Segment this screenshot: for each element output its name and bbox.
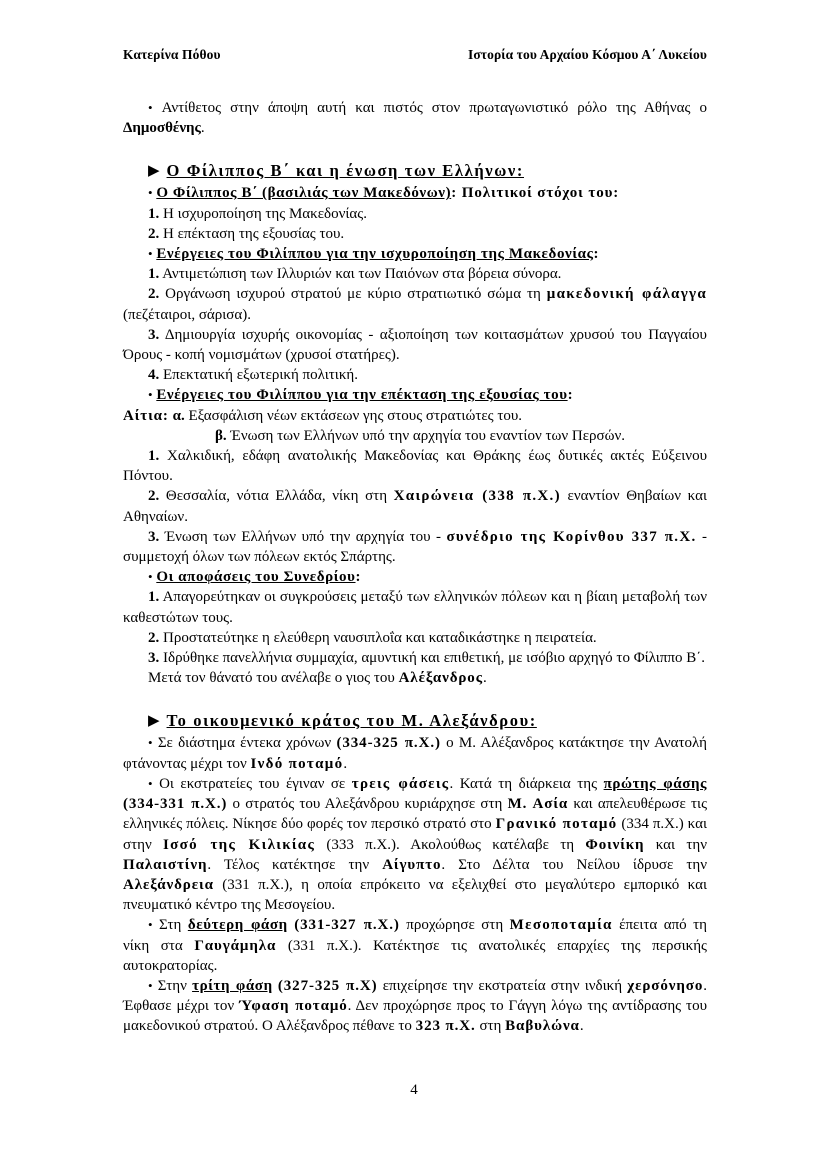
subheading-congress-decisions-label: Οι αποφάσεις του Συνεδρίου <box>156 569 356 586</box>
cause-marker-b: β. <box>215 427 227 444</box>
para-text-a: Οι εκστρατείες του έγιναν σε <box>159 775 352 792</box>
bullet-icon: • <box>148 775 153 791</box>
para-text-e: (331 π.Χ.). Κατέκτησε τις ανατολικές επαρχίες της περσικής αυτοκρατορίας. <box>123 937 707 974</box>
intro-text-b: . <box>200 120 205 137</box>
list-text: Επεκτατική εξωτερική πολιτική. <box>163 367 358 384</box>
para-text-b: . Κατά τη διάρκεια της <box>449 775 604 792</box>
section1-closing <box>123 668 707 688</box>
cause-text-b: Ένωση των Ελλήνων υπό την αρχηγία του εναντίον των Περσών. <box>230 427 626 444</box>
causes-line-b <box>123 426 707 446</box>
list-text: Η ισχυροποίηση της Μακεδονίας. <box>163 205 367 222</box>
triangle-marker-icon: ▶ <box>148 713 160 730</box>
list-number: 3. <box>148 326 160 343</box>
para-emphasis-phoenicia: Φοινίκη <box>585 836 645 853</box>
para-text-g: (333 π.Χ.). Ακολούθως κατέλαβε τη <box>315 836 586 853</box>
list-item <box>123 264 707 284</box>
bullet-icon: • <box>148 569 153 585</box>
subheading-philip-strengthening-tail: : <box>593 246 599 263</box>
para-text-d: . Έφθασε μέχρι τον <box>123 977 707 1015</box>
subheading-philip-expansion <box>123 385 707 405</box>
list-number: 1. <box>148 205 160 222</box>
bullet-icon: • <box>148 100 153 115</box>
bullet-icon: • <box>148 977 153 993</box>
list-item <box>123 446 707 486</box>
para-text-f: (334 π.Χ.) και στην <box>123 816 707 853</box>
list-text: Απαγορεύτηκαν οι συγκρούσεις μεταξύ των ελληνικών πόλεων και η βίαιη μεταβολή των καθεστώτων τους. <box>123 589 707 626</box>
list-item <box>123 486 707 526</box>
para-text-k: (331 π.Χ.), η οποία επρόκειτο να εξελιχθεί στο μεγαλύτερο εμπορικό και πνευματικό κέντρο της Μεσογείου. <box>123 876 707 914</box>
closing-text-a: Μετά τον θάνατό του ανέλαβε ο γιος του <box>148 670 399 687</box>
header-author: Κατερίνα Πόθου <box>123 47 221 62</box>
document-header <box>123 47 707 63</box>
section-heading-alexander <box>123 709 707 733</box>
para-underline-second-phase: δεύτερη φάση <box>187 917 288 934</box>
closing-text-b: . <box>482 670 487 687</box>
list-text-b: (πεζέταιροι, σάρισα). <box>123 306 251 323</box>
section-heading-philip <box>123 159 707 183</box>
list-number: 1. <box>148 589 160 606</box>
list-text: Ιδρύθηκε πανελλήνια συμμαχία, αμυντική και επιθετική, με ισόβιο αρχηγό το Φίλιππο Β΄. <box>163 650 705 667</box>
list-number: 1. <box>148 266 160 283</box>
bullet-icon: • <box>148 185 153 201</box>
list-item <box>123 628 707 648</box>
list-item <box>123 648 707 668</box>
page-number: 4 <box>410 1082 418 1098</box>
list-emphasis: Χαιρώνεια (338 π.Χ.) <box>393 488 561 505</box>
list-number: 1. <box>148 448 160 465</box>
list-text: Δημιουργία ισχυρής οικονομίας - αξιοποίηση των κοιτασμάτων χρυσού του Παγγαίου Όρους - κοπή νομισμάτων (χρυσοί στατήρες). <box>123 326 707 364</box>
para-emphasis-gaugamela: Γαυγάμηλα <box>194 937 277 954</box>
para-text-d: έπειτα από τη νίκη στα <box>123 917 708 954</box>
list-number: 3. <box>148 650 160 667</box>
bullet-icon: • <box>148 735 153 751</box>
para-text-d: ο στρατός του Αλεξάνδρου κυριάρχησε στη <box>227 796 508 813</box>
para-emphasis-peninsula: χερσόνησο <box>627 977 704 994</box>
para-text-c: . <box>343 755 348 772</box>
para-text-e: . Δεν προχώρησε προς το Γάγγη λόγω της αντίδρασης του μακεδονικού στρατού. Ο Αλέξανδρος πέθανε το <box>123 998 708 1035</box>
para-text-e: και απελευθέρωσε τις ελληνικές πόλεις. Νίκησε δύο φορές τον περσικό στρατό στο <box>123 796 708 833</box>
list-number: 2. <box>148 629 160 646</box>
list-text-a: Οργάνωση ισχυρού στρατού με κύριο στρατιωτικό σώμα τη <box>165 286 547 303</box>
list-text-b: - συμμετοχή όλων των πόλεων εκτός Σπάρτης. <box>123 528 707 566</box>
list-item <box>123 325 707 365</box>
para-emphasis-death-date: 323 π.Χ. <box>415 1018 476 1035</box>
para-text-i: . Τέλος κατέκτησε την <box>207 856 383 873</box>
alexander-paragraph-phase-two <box>123 915 707 976</box>
list-text: Αντιμετώπιση των Ιλλυριών και των Παιόνων στα βόρεια σύνορα. <box>162 266 562 283</box>
para-text-f: στη <box>475 1018 506 1035</box>
para-emphasis: Ινδό ποταμό <box>250 755 344 772</box>
list-text-b: εναντίον Θηβαίων και Αθηναίων. <box>123 488 707 525</box>
subheading-philip-goals-label: Ο Φίλιππος Β΄ (βασιλιάς των Μακεδόνων) <box>156 185 452 202</box>
alexander-paragraph-phase-one <box>123 774 707 915</box>
subheading-philip-expansion-label: Ενέργειες του Φιλίππου για την επέκταση της εξουσίας του <box>156 387 568 404</box>
para-date-first-phase: (334-331 π.Χ.) <box>123 796 228 813</box>
para-emphasis-babylon: Βαβυλώνα <box>505 1018 580 1035</box>
list-item <box>123 365 707 385</box>
subheading-philip-goals-tail: : Πολιτικοί στόχοι του: <box>451 185 620 202</box>
para-emphasis-asia: Μ. Ασία <box>507 796 569 813</box>
closing-emphasis: Αλέξανδρος <box>398 670 483 687</box>
para-emphasis-egypt: Αίγυπτο <box>382 856 442 873</box>
para-underline-third-phase: τρίτη φάση <box>192 977 273 994</box>
para-date-third-phase: (327-325 π.Χ) <box>277 977 378 994</box>
para-emphasis-alexandria: Αλεξάνδρεια <box>123 876 214 893</box>
para-text-a: Στην <box>157 977 193 994</box>
list-emphasis: μακεδονική φάλαγγα <box>546 286 708 303</box>
para-emphasis-issus: Ισσό της Κιλικίας <box>163 836 316 853</box>
bullet-icon: • <box>148 917 153 933</box>
list-item <box>123 224 707 244</box>
subheading-congress-decisions-tail: : <box>355 569 361 586</box>
para-emphasis-granicus: Γρανικό ποταμό <box>495 816 618 833</box>
para-emphasis-hyphasis: Ύφαση ποταμό <box>239 998 348 1015</box>
list-number: 3. <box>148 528 160 545</box>
intro-name: Δημοσθένης <box>123 120 201 137</box>
section-heading-alexander-label: Το οικουμενικό κράτος του Μ. Αλεξάνδρου: <box>166 711 537 731</box>
list-text: Η επέκταση της εξουσίας του. <box>163 225 345 242</box>
list-text-a: Ένωση των Ελλήνων υπό την αρχηγία του - <box>164 528 447 545</box>
subheading-philip-strengthening <box>123 244 707 264</box>
list-item <box>123 587 707 627</box>
list-text: Χαλκιδική, εδάφη ανατολικής Μακεδονίας και Θράκης έως δυτικές ακτές Εύξεινου Πόντου. <box>123 448 707 485</box>
para-emphasis-palestine: Παλαιστίνη <box>123 856 208 873</box>
para-date: (334-325 π.Χ.) <box>336 735 441 752</box>
document-body <box>123 98 707 1037</box>
list-number: 2. <box>148 286 160 303</box>
causes-label: Αίτια: <box>123 407 169 424</box>
header-course-title: Ιστορία του Αρχαίου Κόσμου Α΄ Λυκείου <box>467 47 707 62</box>
causes-line-a <box>123 406 707 426</box>
para-emphasis-phases: τρεις φάσεις <box>351 775 450 792</box>
bullet-icon: • <box>148 387 153 403</box>
list-number: 2. <box>148 225 160 242</box>
para-text-b: ο Μ. Αλέξανδρος κατάκτησε την Ανατολή φτάνοντας μέχρι τον <box>123 735 707 772</box>
para-emphasis-mesopotamia: Μεσοποταμία <box>509 917 613 934</box>
list-text-a: Θεσσαλία, νότια Ελλάδα, νίκη στη <box>165 488 394 505</box>
triangle-marker-icon: ▶ <box>148 163 160 180</box>
subheading-congress-decisions <box>123 567 707 587</box>
subheading-philip-expansion-tail: : <box>567 387 573 404</box>
list-item <box>123 284 707 324</box>
list-item <box>123 204 707 224</box>
cause-text-a: Εξασφάλιση νέων εκτάσεων γης στους στρατιώτες του. <box>188 407 523 424</box>
para-date-second-phase: (331-327 π.Χ.) <box>294 917 400 934</box>
section-heading-philip-label: Ο Φίλιππος Β΄ και η ένωση των Ελλήνων: <box>166 161 524 181</box>
para-text-h: και την <box>644 836 707 853</box>
subheading-philip-strengthening-label: Ενέργειες του Φιλίππου για την ισχυροποίηση της Μακεδονίας <box>156 246 594 263</box>
para-text-a: Στη <box>159 917 188 934</box>
list-number: 4. <box>148 367 160 384</box>
para-text-a: Σε διάστημα έντεκα χρόνων <box>157 735 337 752</box>
para-text-c: επιχείρησε την εκστρατεία στην ινδική <box>377 977 628 994</box>
list-number: 2. <box>148 488 160 505</box>
bullet-icon: • <box>148 246 153 262</box>
alexander-paragraph-phase-three <box>123 976 707 1037</box>
list-item <box>123 527 707 567</box>
subheading-philip-goals <box>123 183 707 203</box>
para-underline-first-phase: πρώτης φάσης <box>603 775 707 792</box>
alexander-paragraph-overview <box>123 733 707 773</box>
list-emphasis: συνέδριο της Κορίνθου 337 π.Χ. <box>446 528 697 545</box>
list-text: Προστατεύτηκε η ελεύθερη ναυσιπλοΐα και καταδικάστηκε η πειρατεία. <box>163 629 597 646</box>
para-text-c: προχώρησε στη <box>399 917 510 934</box>
para-text-g: . <box>579 1018 584 1035</box>
para-text-j: . Στο Δέλτα του Νείλου ίδρυσε την <box>441 856 707 873</box>
intro-paragraph <box>123 98 707 138</box>
cause-marker-a: α. <box>172 407 185 424</box>
intro-text-a: Αντίθετος στην άποψη αυτή και πιστός στον πρωταγωνιστικό ρόλο της Αθήνας ο <box>161 100 707 116</box>
